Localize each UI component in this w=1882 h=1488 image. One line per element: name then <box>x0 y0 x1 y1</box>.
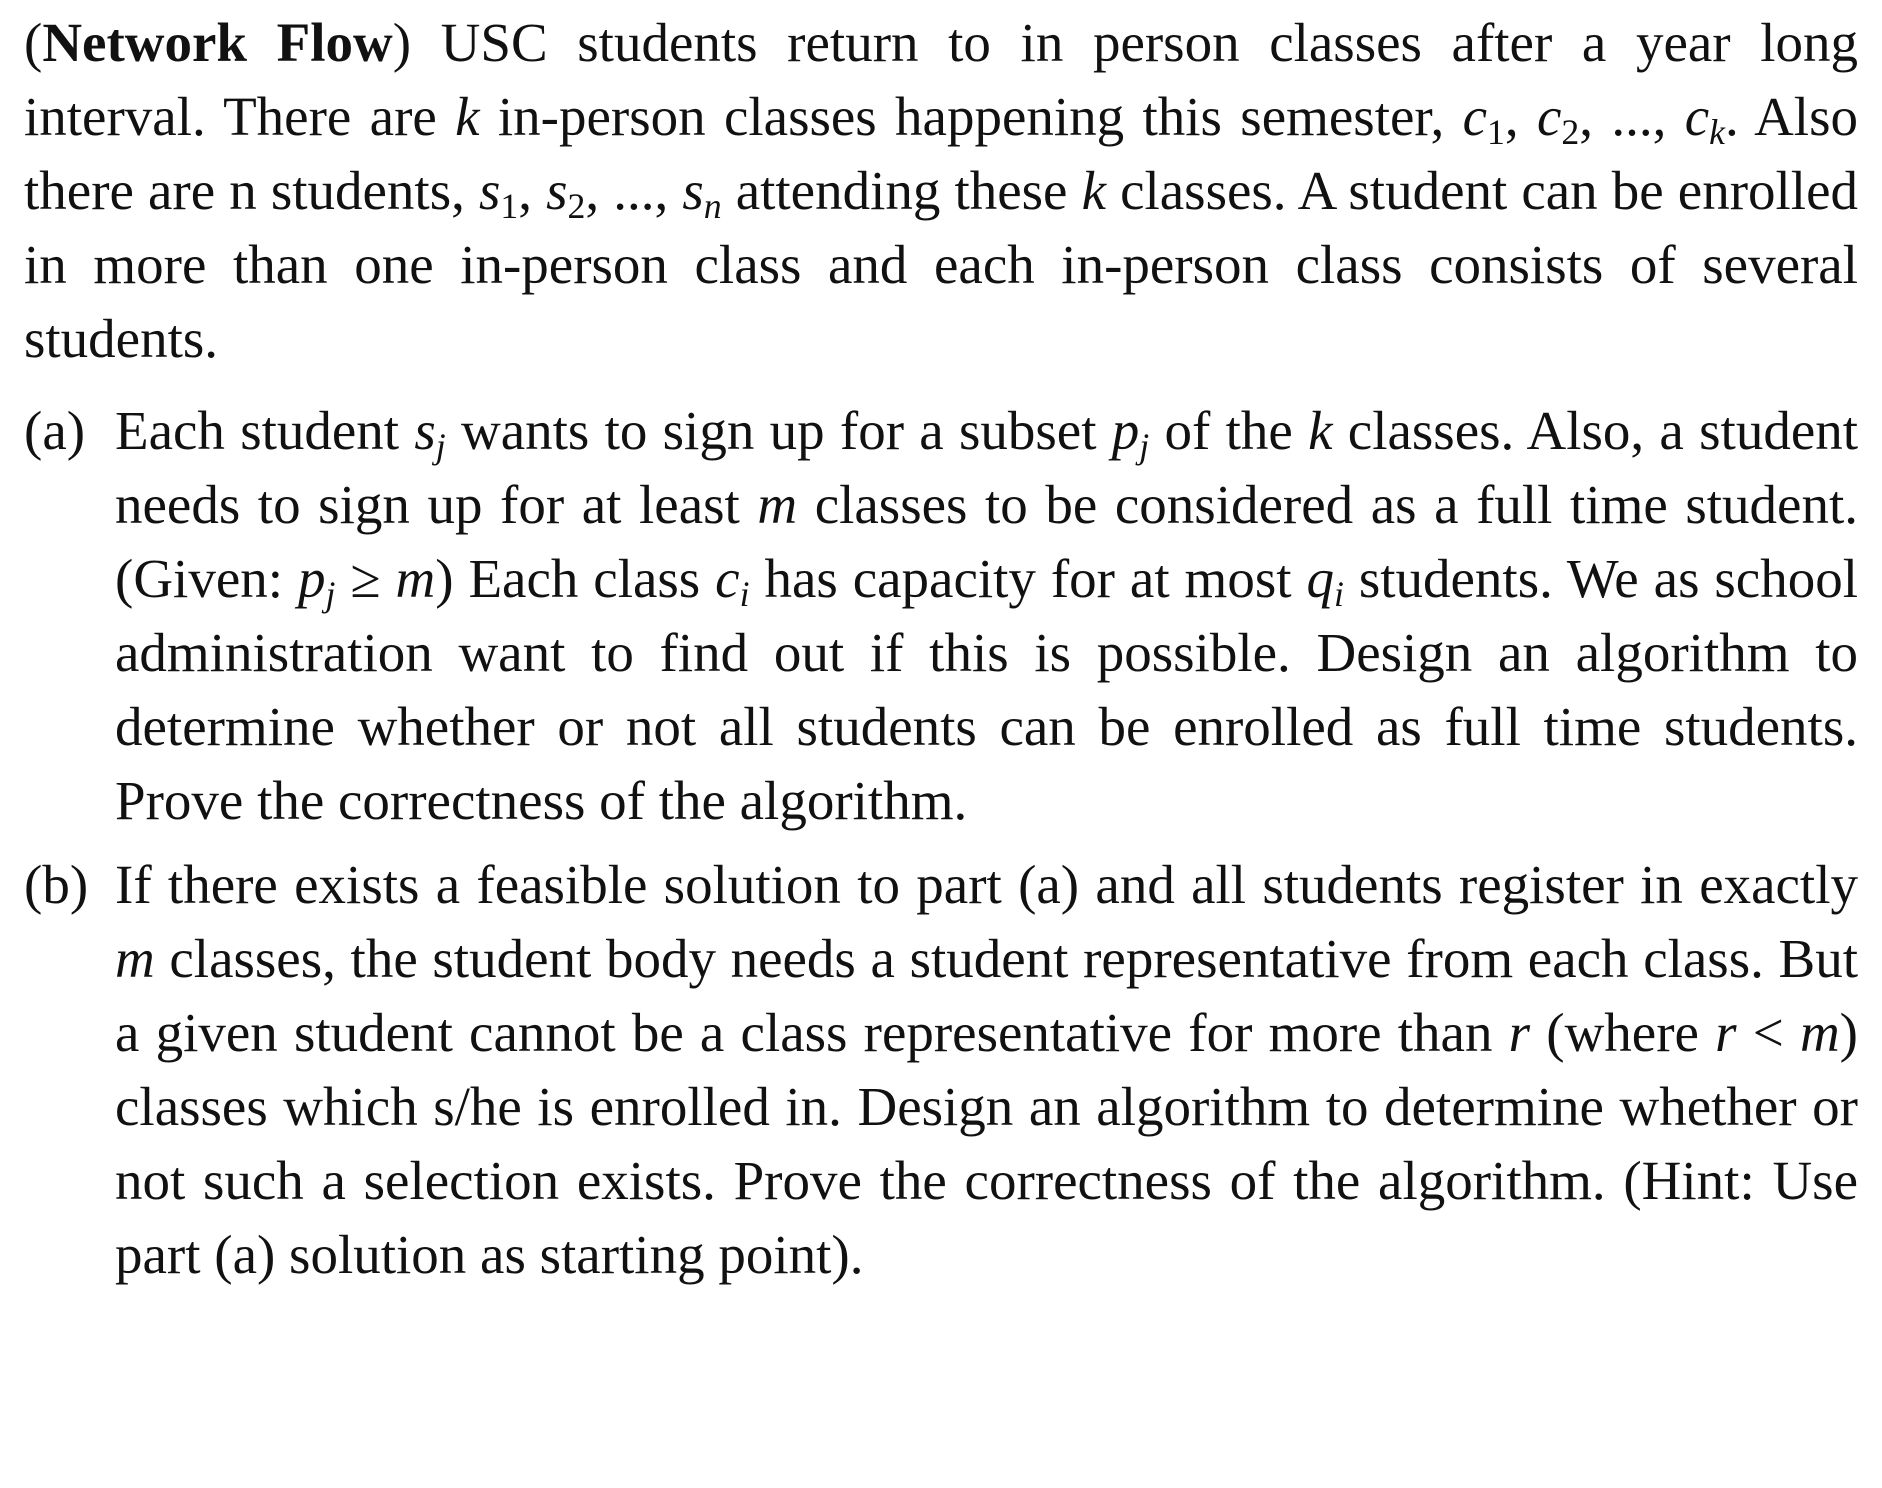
part-text: classes. Also, a student needs to sign up for at least <box>115 400 1859 535</box>
part-b-marker: (b) <box>24 854 89 915</box>
intro-text: ) USC students return to in person classes after a year long interval. There are <box>24 12 1858 147</box>
part-text: classes to be considered as a full time student. (Given: <box>115 474 1859 609</box>
math-subscript: 1 <box>500 185 519 226</box>
math-var: s <box>478 160 501 221</box>
math-subscript: i <box>1333 573 1344 614</box>
math-var: c <box>715 548 740 609</box>
math-var: c <box>1462 86 1488 147</box>
intro-text: , <box>518 160 547 221</box>
math-var: m <box>1799 1002 1840 1063</box>
part-b <box>24 848 1858 1292</box>
part-text: classes, the student body needs a student representative from each class. But a given student cannot be a class representative for more than <box>115 928 1858 1063</box>
part-text: of the <box>1149 400 1309 461</box>
intro-text: , ..., <box>585 160 683 221</box>
part-text: has capacity for at most <box>749 548 1307 609</box>
math-subscript: j <box>435 425 446 466</box>
math-subscript: 2 <box>567 185 586 226</box>
math-subscript: i <box>739 573 750 614</box>
problem-statement <box>24 6 1858 1302</box>
math-subscript: n <box>703 185 722 226</box>
math-subscript: k <box>1709 111 1726 152</box>
math-var: m <box>757 474 798 535</box>
math-subscript: j <box>325 573 336 614</box>
part-text: (where <box>1530 1002 1716 1063</box>
math-var: s <box>546 160 568 221</box>
math-var: k <box>1308 400 1333 461</box>
math-var: c <box>1537 86 1562 147</box>
intro-text: attending these <box>721 160 1082 221</box>
math-var: q <box>1306 548 1334 609</box>
math-var: s <box>414 400 436 461</box>
math-var: p <box>297 548 326 609</box>
part-text: If there exists a feasible solution to part (a) and all students register in exactly <box>115 854 1858 915</box>
part-text: ) classes which s/he is enrolled in. Design an algorithm to determine whether or not such a selection exists. Prove the correctness of the algorithm. (Hint: Use part (a) solution as starting point). <box>115 1002 1858 1285</box>
intro-text: in-person classes happening this semester, <box>479 86 1463 147</box>
part-b-text <box>115 848 1858 1292</box>
intro-text: , <box>1504 86 1537 147</box>
math-operator: < <box>1736 1002 1800 1063</box>
math-var: r <box>1508 1002 1531 1063</box>
part-text: Each student <box>115 400 415 461</box>
part-text: students. We as school administration want to find out if this is possible. Design an algorithm to determine whether or not all students can be enrolled as full time students. Prove the correctness of the algorithm. <box>115 548 1859 831</box>
math-var: m <box>395 548 436 609</box>
intro-text: classes. A student can be enrolled in more than one in-person class and each in-person class consists of several students. <box>24 160 1858 369</box>
problem-title: Network Flow <box>42 12 393 73</box>
math-var: s <box>682 160 704 221</box>
part-a-text <box>115 394 1858 838</box>
math-subscript: 1 <box>1487 111 1505 152</box>
problem-intro: (Network Flow) USC students return to in person classes after a year long interval. There are k in-person classes happening this semester, $c_1$, $c_2$, ..., $c_k$. Also there are n students, $s_1$, $s_2$, ..., $s_n$ attending these k classes. A student can be enrolled in more than one in-person class and each in-person class consists of several students. <box>24 12 1858 369</box>
part-a <box>24 394 1858 838</box>
part-text: wants to sign up for a subset <box>445 400 1112 461</box>
part-a-marker: (a) <box>24 400 86 461</box>
math-subscript: j <box>1139 425 1150 466</box>
math-var: k <box>1081 160 1106 221</box>
math-subscript: 2 <box>1561 111 1580 152</box>
math-var: k <box>455 86 480 147</box>
intro-text: , ..., <box>1579 86 1685 147</box>
math-var: r <box>1715 1002 1737 1063</box>
math-var: p <box>1111 400 1140 461</box>
part-text: ) Each class <box>435 548 716 609</box>
math-operator: ≥ <box>335 548 396 609</box>
math-var: c <box>1684 86 1710 147</box>
intro-text: . Also there are n students, <box>24 86 1858 221</box>
math-var: m <box>115 928 155 989</box>
